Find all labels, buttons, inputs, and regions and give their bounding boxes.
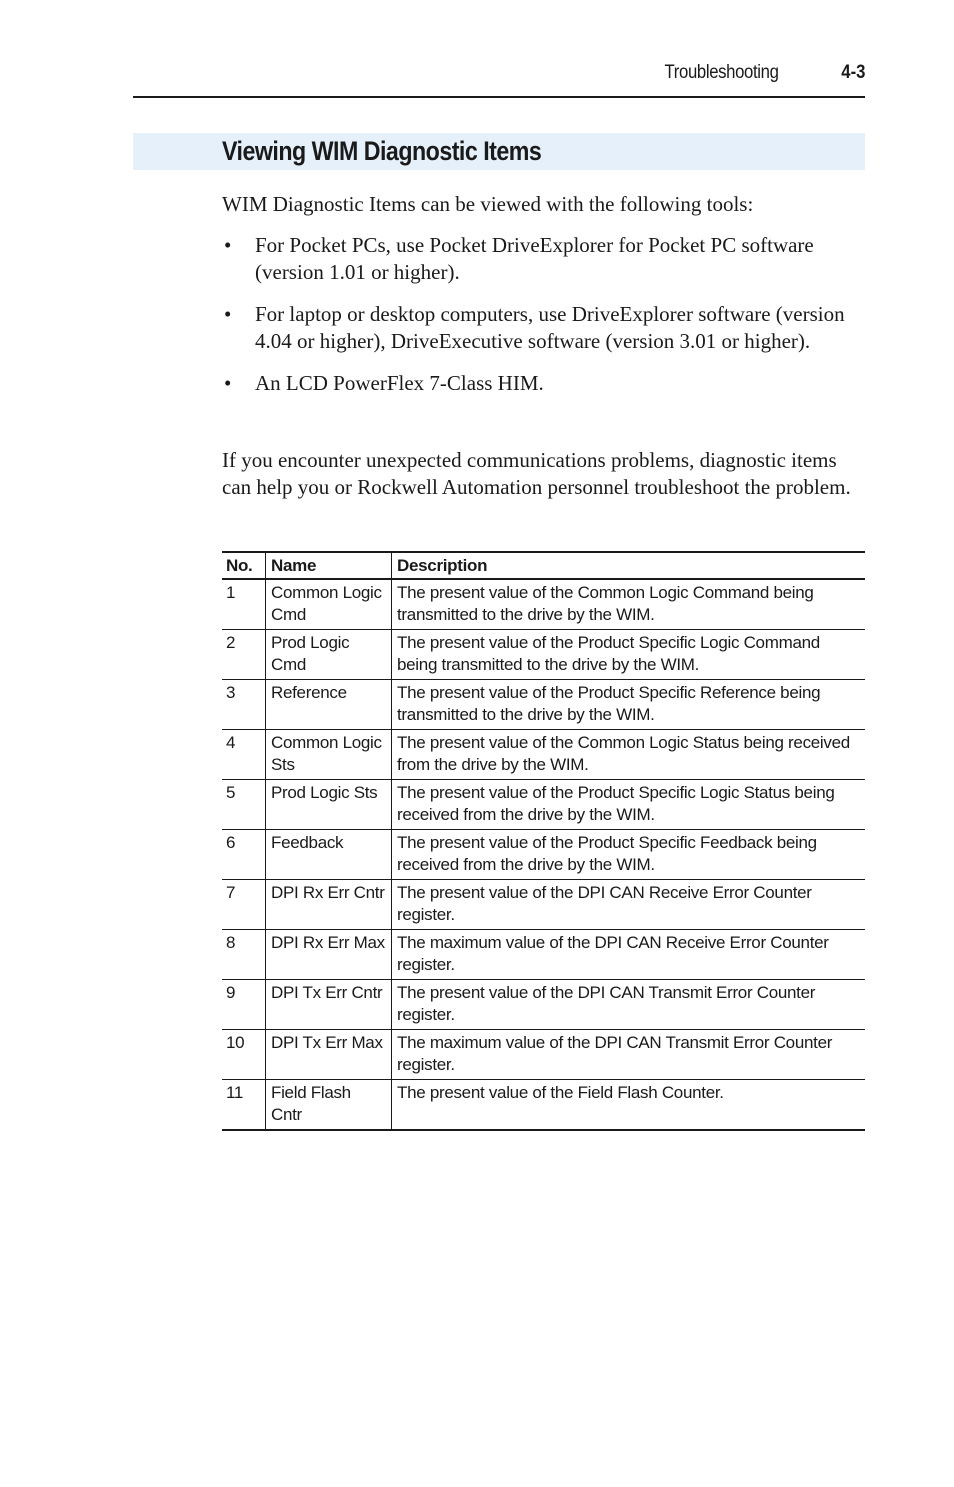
table-row — [222, 630, 865, 680]
list-item — [222, 301, 865, 355]
cell-name: Reference — [266, 680, 392, 730]
cell-name: DPI Tx Err Max — [266, 1030, 392, 1080]
cell-name: Feedback — [266, 830, 392, 880]
list-item — [222, 370, 865, 397]
table-row — [222, 1080, 865, 1131]
cell-name: Common Logic Sts — [266, 730, 392, 780]
column-header-description: Description — [392, 552, 866, 579]
list-item — [222, 232, 865, 286]
table-row — [222, 780, 865, 830]
page-number: 4-3 — [840, 62, 865, 83]
table-row — [222, 980, 865, 1030]
column-header-no: No. — [222, 552, 266, 579]
list-item-text: For Pocket PCs, use Pocket DriveExplorer for Pocket PC software (version 1.01 or higher). — [255, 233, 814, 284]
bullet-icon: • — [224, 371, 232, 395]
cell-description: The present value of the Product Specific Reference being transmitted to the drive by the WIM. — [392, 680, 866, 730]
cell-description: The present value of the Product Specific Logic Status being received from the drive by the WIM. — [392, 780, 866, 830]
table-row — [222, 730, 865, 780]
cell-no: 3 — [222, 680, 266, 730]
bullet-icon: • — [224, 302, 232, 326]
cell-name: Prod Logic Sts — [266, 780, 392, 830]
table-row — [222, 1030, 865, 1080]
cell-name: Prod Logic Cmd — [266, 630, 392, 680]
cell-description: The maximum value of the DPI CAN Receive Error Counter register. — [392, 930, 866, 980]
tools-bullet-list — [222, 232, 865, 412]
cell-no: 11 — [222, 1080, 266, 1131]
section-title: Viewing WIM Diagnostic Items — [222, 136, 542, 166]
cell-description: The present value of the Product Specific Logic Command being transmitted to the drive by the WIM. — [392, 630, 866, 680]
diagnostic-items-table — [222, 551, 865, 1131]
troubleshoot-paragraph: If you encounter unexpected communications problems, diagnostic items can help you or Rockwell Automation personnel troubleshoot the problem. — [222, 448, 851, 499]
cell-no: 4 — [222, 730, 266, 780]
page-header — [133, 60, 865, 98]
cell-no: 1 — [222, 579, 266, 630]
cell-name: DPI Rx Err Cntr — [266, 880, 392, 930]
table-row — [222, 930, 865, 980]
column-header-name: Name — [266, 552, 392, 579]
cell-description: The present value of the DPI CAN Transmit Error Counter register. — [392, 980, 866, 1030]
bullet-icon: • — [224, 233, 232, 257]
table-row — [222, 880, 865, 930]
cell-no: 5 — [222, 780, 266, 830]
list-item-text: An LCD PowerFlex 7-Class HIM. — [255, 371, 544, 395]
cell-description: The maximum value of the DPI CAN Transmit Error Counter register. — [392, 1030, 866, 1080]
cell-description: The present value of the Product Specific Feedback being received from the drive by the WIM. — [392, 830, 866, 880]
list-item-text: For laptop or desktop computers, use DriveExplorer software (version 4.04 or higher), DriveExecutive software (version 3.01 or higher). — [255, 302, 845, 353]
table-row — [222, 579, 865, 630]
intro-paragraph: WIM Diagnostic Items can be viewed with the following tools: — [222, 192, 754, 216]
cell-description: The present value of the Field Flash Counter. — [392, 1080, 866, 1131]
cell-description: The present value of the Common Logic Command being transmitted to the drive by the WIM. — [392, 579, 866, 630]
header-section-title: Troubleshooting — [664, 62, 779, 83]
cell-name: DPI Tx Err Cntr — [266, 980, 392, 1030]
cell-no: 10 — [222, 1030, 266, 1080]
cell-no: 2 — [222, 630, 266, 680]
cell-no: 9 — [222, 980, 266, 1030]
table-header-row — [222, 552, 865, 579]
cell-name: DPI Rx Err Max — [266, 930, 392, 980]
cell-description: The present value of the Common Logic Status being received from the drive by the WIM. — [392, 730, 866, 780]
cell-no: 6 — [222, 830, 266, 880]
cell-name: Field Flash Cntr — [266, 1080, 392, 1131]
table-row — [222, 830, 865, 880]
table-row — [222, 680, 865, 730]
cell-description: The present value of the DPI CAN Receive Error Counter register. — [392, 880, 866, 930]
cell-no: 8 — [222, 930, 266, 980]
cell-no: 7 — [222, 880, 266, 930]
cell-name: Common Logic Cmd — [266, 579, 392, 630]
